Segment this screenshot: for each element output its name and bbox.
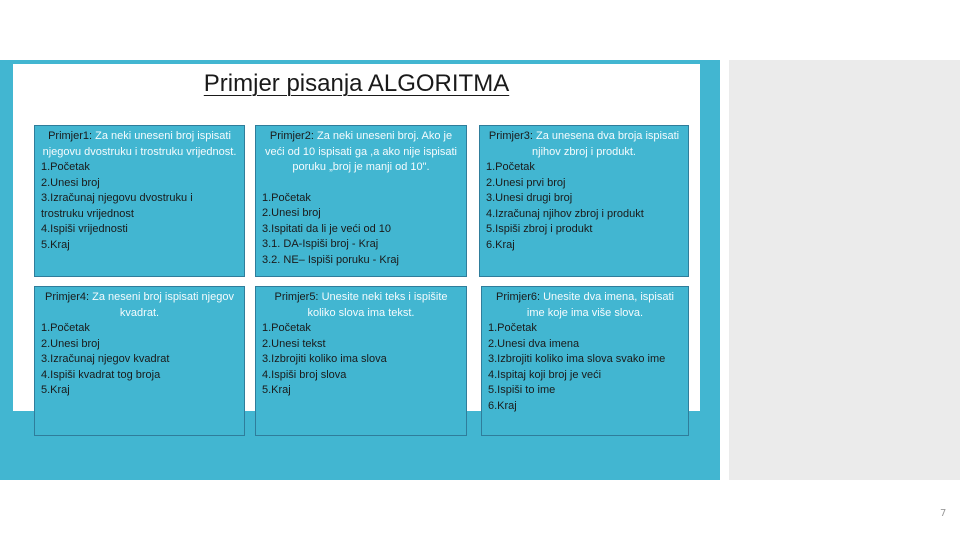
step-item: 2.Unesi tekst [262,337,326,350]
step-item: 4.Ispiši kvadrat tog broja [41,368,161,381]
example-task: Za unesena dva broja ispisati njihov zbroj i produkt. [532,130,680,158]
step-item: 3.Izračunaj njegov kvadrat [41,353,170,365]
step-item: 3.Izbrojiti koliko ima slova svako ime [488,353,666,365]
example-task: Za neki uneseni broj. Ako je veći od 10 ispisati ga ,a ako nije ispisati poruku „broj je manji od 10". [265,130,457,173]
step-item: 3.Ispitati da li je veći od 10 [262,222,392,235]
example-label: Primjer2: [269,130,314,142]
step-item: 1.Početak [486,161,535,173]
slide-title [0,70,713,98]
example-heading [41,290,238,321]
step-list [41,160,238,253]
example-heading [262,129,460,176]
example-box-4 [34,286,245,436]
step-item: 6.Kraj [488,399,517,412]
step-item: 5.Kraj [41,238,70,251]
step-item: 4.Ispitaj koji broj je veći [488,368,602,381]
step-item: 1.Početak [262,322,311,334]
step-item: 2.Unesi broj [41,176,100,189]
step-item: 2.Unesi broj [41,337,100,350]
example-label: Primjer3: [488,130,533,142]
slide-title-text: Primjer pisanja ALGORITMA [203,70,510,97]
step-list [486,160,682,253]
example-label: Primjer4: [45,291,90,303]
example-box-3 [479,125,689,277]
step-item: 1.Početak [262,191,311,204]
step-item: 4.Izračunaj njihov zbroj i produkt [486,207,644,220]
example-task: Za neki uneseni broj ispisati njegovu dvostruku i trostruku vrijednost. [42,130,237,158]
step-item: 3.2. NE– Ispiši poruku - Kraj [262,253,399,266]
step-item: 2.Unesi dva imena [488,337,580,350]
example-heading [488,290,682,321]
step-item: 1.Početak [41,161,90,173]
step-item: 3.Izbrojiti koliko ima slova [262,353,387,365]
step-list [262,191,460,269]
example-heading [262,290,460,321]
step-item: 1.Početak [488,322,537,334]
step-item: 2.Unesi prvi broj [486,176,566,189]
example-task: Za neseni broj ispisati njegov kvadrat. [92,291,234,319]
step-item: 5.Kraj [41,384,70,396]
side-panel [729,60,960,480]
example-label: Primjer1: [48,130,93,142]
example-box-6 [481,286,689,436]
step-item: 5.Ispiši zbroj i produkt [486,223,593,235]
example-box-1 [34,125,245,277]
step-list [488,321,682,414]
page-number: 7 [940,508,947,519]
step-item: 3.Unesi drugi broj [486,192,573,204]
step-item: 1.Početak [41,322,90,334]
step-item: 4.Ispiši broj slova [262,368,347,381]
step-list [41,321,238,399]
step-item: 2.Unesi broj [262,207,321,219]
example-label: Primjer5: [274,291,319,303]
step-list [262,321,460,399]
step-item: 4.Ispiši vrijednosti [41,223,128,235]
example-box-5 [255,286,467,436]
example-task: Unesite dva imena, ispisati ime koje ima više slova. [526,291,674,319]
step-item: 6.Kraj [486,238,515,251]
spacer [262,176,460,191]
example-heading [486,129,682,160]
example-task: Unesite neki teks i ispišite koliko slova ima tekst. [307,291,448,319]
step-item: 3.Izračunaj njegovu dvostruku i trostruku vrijednost [41,192,193,220]
example-label: Primjer6: [496,291,541,303]
example-box-2 [255,125,467,277]
example-heading [41,129,238,160]
step-item: 5.Ispiši to ime [488,384,556,396]
step-item: 3.1. DA-Ispiši broj - Kraj [262,238,379,250]
step-item: 5.Kraj [262,384,291,396]
